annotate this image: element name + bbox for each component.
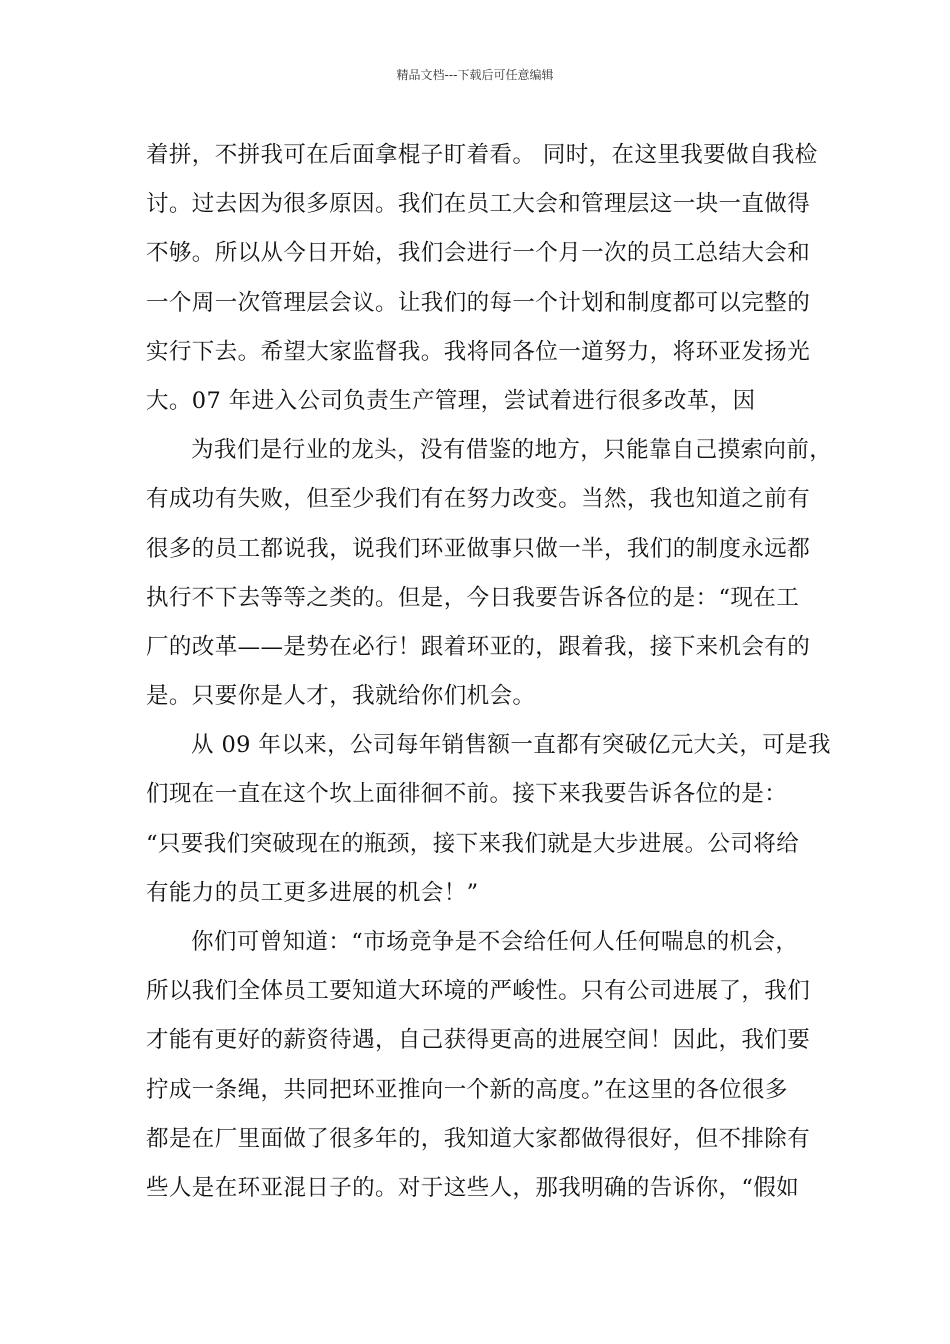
text-line: 不够。所以从今日开始，我们会进行一个月一次的员工总结大会和 bbox=[146, 240, 811, 267]
text-line: 很多的员工都说我，说我们环亚做事只做一半，我们的制度永远都 bbox=[146, 535, 811, 562]
text-line: 是。只要你是人才，我就给你们机会。 bbox=[146, 683, 536, 710]
text-line: 些人是在环亚混日子的。对于这些人，那我明确的告诉你，“假如 bbox=[146, 1174, 800, 1201]
text-line: 都是在厂里面做了很多年的，我知道大家都做得很好，但不排除有 bbox=[146, 1125, 811, 1152]
text-line: 厂的改革——是势在必行！跟着环亚的，跟着我，接下来机会有的 bbox=[146, 633, 811, 660]
text-line: “只要我们突破现在的瓶颈，接下来我们就是大步进展。公司将给 bbox=[146, 830, 800, 857]
text-line: 才能有更好的薪资待遇，自己获得更高的进展空间！因此，我们要 bbox=[146, 1027, 811, 1054]
page-header: 精品文档---下载后可任意编辑 bbox=[396, 68, 554, 82]
paragraph-start-line: 为我们是行业的龙头，没有借鉴的地方，只能靠自己摸索向前， bbox=[191, 437, 833, 464]
text-line: 们现在一直在这个坎上面徘徊不前。接下来我要告诉各位的是： bbox=[146, 781, 788, 808]
text-line: 一个周一次管理层会议。让我们的每一个计划和制度都可以完整的 bbox=[146, 289, 811, 316]
paragraph-start-line: 从 09 年以来，公司每年销售额一直都有突破亿元大关，可是我 bbox=[191, 732, 831, 759]
document-body bbox=[146, 131, 833, 1213]
text-line: 着拼，不拼我可在后面拿棍子盯着看。 同时，在这里我要做自我检 bbox=[146, 142, 818, 168]
text-line: 实行下去。希望大家监督我。我将同各位一道努力，将环亚发扬光 bbox=[146, 338, 811, 365]
text-line: 讨。过去因为很多原因。我们在员工大会和管理层这一块一直做得 bbox=[146, 191, 811, 218]
text-line: 有能力的员工更多进展的机会！” bbox=[146, 879, 479, 906]
text-line: 拧成一条绳，共同把环亚推向一个新的高度。”在这里的各位很多 bbox=[146, 1076, 788, 1103]
paragraph-start-line: 你们可曾知道：“市场竞争是不会给任何人任何喘息的机会， bbox=[191, 929, 799, 955]
text-line: 大。07 年进入公司负责生产管理，尝试着进行很多改革，因 bbox=[146, 387, 756, 414]
text-line: 所以我们全体员工要知道大环境的严峻性。只有公司进展了，我们 bbox=[146, 978, 811, 1005]
text-line: 执行不下去等等之类的。但是，今日我要告诉各位的是：“现在工 bbox=[146, 584, 800, 611]
text-line: 有成功有失败，但至少我们有在努力改变。当然，我也知道之前有 bbox=[146, 486, 811, 513]
